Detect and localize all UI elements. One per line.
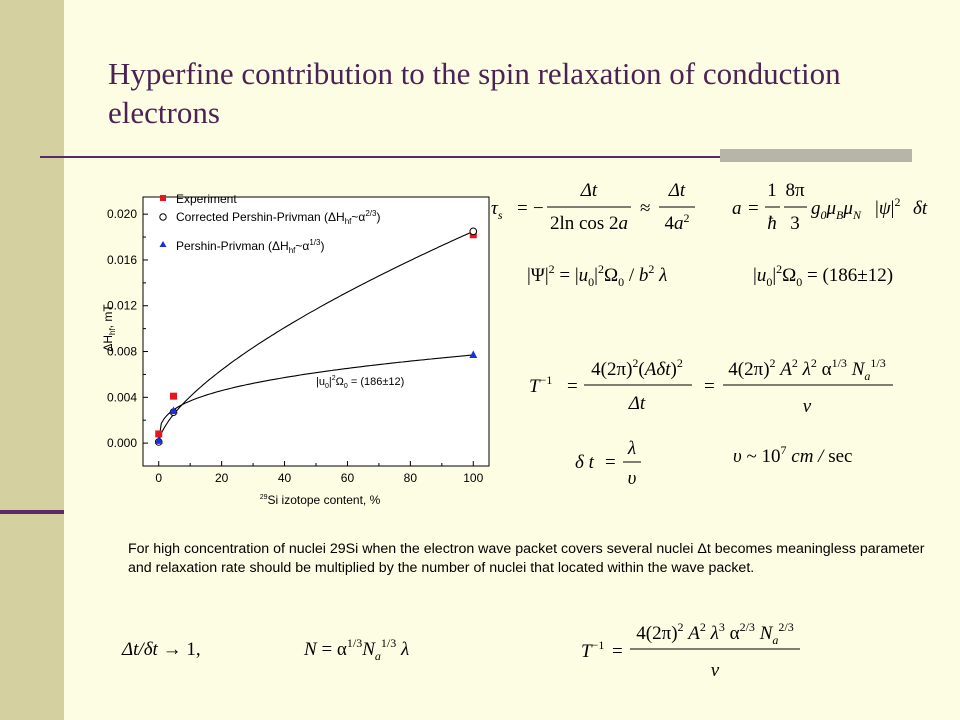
explanation-paragraph — [128, 540, 948, 578]
svg-text:a: a — [732, 198, 742, 219]
svg-text:4(2π)2(Aδt)2: $4(2\pi)^2(A\delta t)^2$ — [591, 356, 683, 380]
svg-text:4(2π)2 A2 λ2 α1/3 Na1/3: $4(2\pi)^2$ $A^2$ $\lambda^2$ $\alpha^{1/3}$ $N_a^{1/3}$ — [728, 356, 886, 383]
slide-title: Hyperfine contribution to the spin relaxation of conduction electrons — [108, 56, 841, 130]
plot-annotation: $|u_0|^2\Omega_0 = (186\pm 12)$ — [316, 375, 405, 390]
svg-text:=: = — [612, 641, 623, 662]
side-accent-bar — [0, 510, 64, 514]
formula-u0-omega0 — [753, 262, 893, 289]
formula-n — [303, 636, 409, 663]
y-tick-label: 0.000 — [106, 436, 137, 451]
formula-panel — [485, 170, 955, 500]
svg-text:δt: δt — [913, 198, 928, 219]
svg-text:λ: λ — [627, 438, 637, 459]
legend-experiment: Experiment — [176, 192, 237, 206]
svg-text:=: = — [704, 376, 715, 397]
x-tick-label: 100 — [463, 471, 484, 485]
y-axis-label: $\Delta H_{hf}$, mT — [101, 304, 117, 352]
y-tick-label: 0.016 — [106, 252, 137, 267]
svg-text:2ln cos 2a: 2ln cos 2a — [549, 213, 629, 234]
legend-pershin: Pershin-Privman $(\Delta H_{hf}\sim\alpha^{1/3})$ — [176, 238, 325, 255]
legend-corrected-marker — [160, 214, 166, 220]
svg-text:v: v — [710, 660, 720, 681]
svg-text:Δt: Δt — [628, 393, 646, 414]
svg-text:=: = — [748, 198, 759, 219]
formula-velocity — [733, 443, 852, 467]
svg-text:τs: $\tau_s$ — [491, 198, 503, 222]
x-axis-label: $^{29}$Si izotope content, % — [259, 493, 381, 507]
svg-text:Δt: Δt — [580, 180, 598, 201]
svg-text:g0μBμN: $g_0\mu_B\mu_N$ — [811, 198, 861, 222]
x-tick-label: 0 — [155, 471, 163, 485]
svg-text:|u0|2Ω0 = (186±12): $|u_0|^2\Omega_0 = (186\pm 12)$ — [753, 262, 894, 289]
svg-text:|ψ|2: $|\psi|^2$ — [875, 195, 901, 219]
svg-text:ħ: ħ — [767, 213, 777, 234]
svg-text:Δt: Δt — [668, 180, 686, 201]
svg-text:≈: ≈ — [640, 198, 651, 219]
formula-a — [732, 180, 928, 234]
side-band — [0, 0, 64, 720]
svg-text:1: 1 — [767, 180, 777, 201]
svg-text:T−1: $T^{-1}$ — [581, 638, 605, 662]
legend-corrected: Corrected Pershin-Privman $(\Delta H_{hf}\sim\alpha^{2/3})$ — [176, 209, 381, 226]
legend-experiment-marker — [160, 195, 166, 201]
formula-psi-squared — [527, 262, 667, 289]
svg-text:−: − — [533, 198, 544, 219]
svg-text:3: 3 — [790, 213, 800, 234]
x-tick-label: 20 — [214, 471, 229, 485]
svg-text:υ: υ — [627, 468, 637, 489]
title-divider-accent — [720, 149, 912, 162]
formula-ratio — [121, 639, 201, 660]
svg-text:8π: 8π — [785, 180, 805, 201]
bottom-formula-row — [120, 610, 960, 720]
formula-tau-s — [491, 180, 695, 234]
point-experiment — [170, 393, 177, 400]
y-tick-label: 0.012 — [106, 298, 137, 313]
svg-text:T−1: $T^{-1}$ — [529, 373, 553, 397]
svg-text:|Ψ|2 = |u0|2Ω0 / b2 λ: $|\Psi|^2 = |u_0|^2\Omega_0 / b^2$ λ — [527, 262, 668, 289]
formula-delta-t — [575, 438, 641, 489]
x-tick-label: 60 — [340, 471, 355, 485]
explanation-text: For high concentration of nuclei 29Si when the electron wave packet covers several nuclei Δt becomes meaningless parameter and relaxation rate should be multiplied by the number of nuclei that located within the wave packet. — [128, 541, 925, 576]
formula-t-inverse — [529, 356, 893, 417]
svg-text:δ t: δ t — [575, 452, 594, 473]
svg-text:4a2: $4a^2$ — [664, 211, 690, 234]
hyperfine-chart — [80, 178, 500, 520]
svg-text:=: = — [605, 452, 616, 473]
y-tick-label: 0.004 — [106, 390, 137, 405]
svg-text:4(2π)2 A2 λ3 α2/3 Na2/3: $4(2\pi)^2$ $A^2$ $\lambda^3$ $\alpha^{2/3}$ $N_a^{2/3}$ — [636, 620, 794, 647]
svg-text:v: v — [802, 396, 812, 417]
y-tick-label: 0.008 — [106, 344, 137, 359]
x-tick-label: 40 — [277, 471, 292, 485]
svg-text:=: = — [517, 198, 528, 219]
svg-text:υ ~ 107 cm / sec: υ ~ $10^7$ cm / sec — [733, 443, 853, 467]
svg-text:=: = — [567, 376, 578, 397]
formula-t-inverse-final — [581, 620, 800, 681]
svg-text:N = α1/3Na1/3 λ: $N = \alpha^{1/3}N_a^{1/3}$ λ — [304, 636, 410, 663]
y-tick-label: 0.020 — [106, 207, 137, 222]
x-tick-label: 80 — [403, 471, 418, 485]
point-corrected — [470, 228, 477, 235]
svg-text:Δt/δt → 1,: Δt/δt → 1, — [122, 639, 201, 660]
